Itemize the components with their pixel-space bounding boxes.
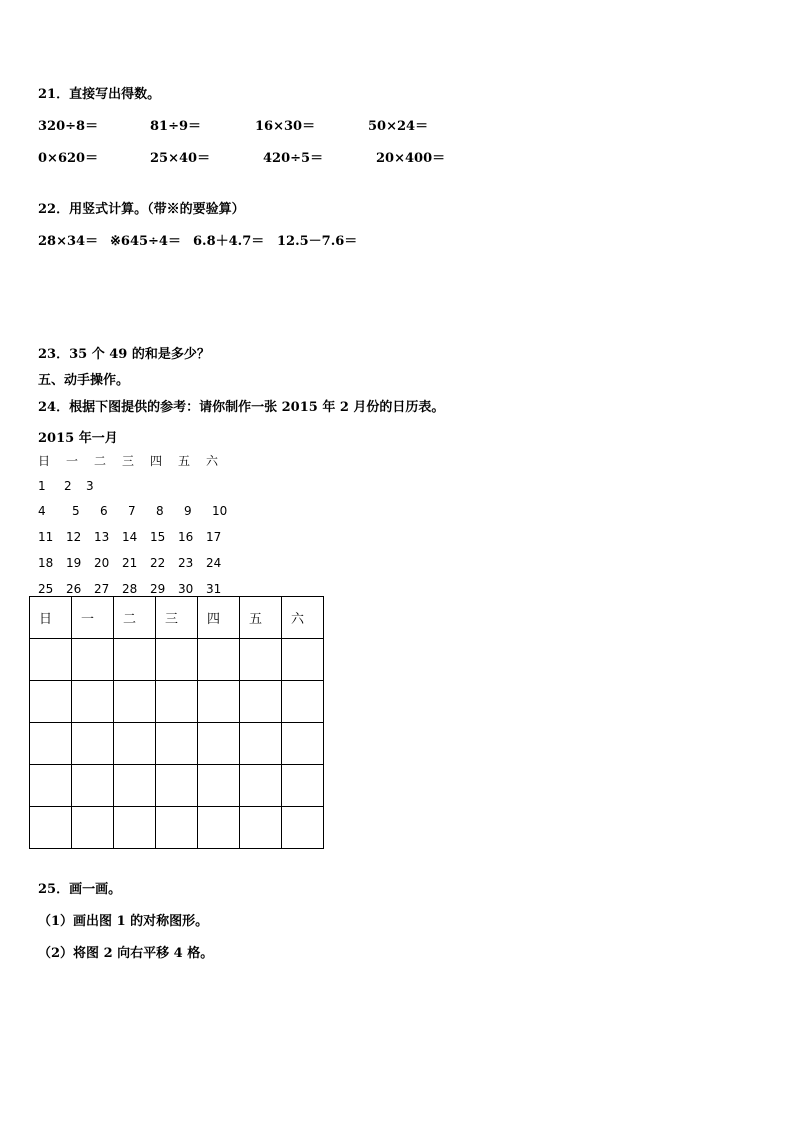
q22-expr-4: 12.5－7.6＝ — [277, 234, 358, 249]
blank-calendar-row — [30, 723, 324, 765]
reference-day: 28 — [122, 582, 138, 596]
reference-day: 14 — [122, 530, 138, 544]
blank-calendar-cell — [240, 681, 282, 723]
blank-calendar-cell — [114, 681, 156, 723]
reference-day: 23 — [178, 556, 194, 570]
reference-day: 3 — [86, 479, 94, 493]
reference-weekday: 一 — [66, 454, 79, 468]
reference-day: 31 — [206, 582, 222, 596]
blank-calendar-header-cell — [282, 597, 324, 639]
blank-calendar-header-cell — [198, 597, 240, 639]
q21-expr-5: 0×620＝ — [38, 151, 99, 166]
reference-day: 5 — [72, 504, 80, 518]
reference-weekday: 四 — [150, 454, 163, 468]
blank-calendar-header-cell — [30, 597, 72, 639]
reference-day: 7 — [128, 504, 136, 518]
blank-calendar-row — [30, 639, 324, 681]
blank-calendar-header-label: 三 — [165, 612, 179, 627]
reference-weekday: 五 — [178, 454, 191, 468]
q21-expr-2: 81÷9＝ — [150, 119, 202, 134]
reference-day: 20 — [94, 556, 110, 570]
blank-calendar-header-label: 二 — [123, 612, 137, 627]
blank-calendar-cell — [198, 681, 240, 723]
blank-calendar-cell — [30, 765, 72, 807]
blank-calendar-cell — [114, 639, 156, 681]
blank-calendar-cell — [114, 807, 156, 849]
blank-calendar-cell — [156, 807, 198, 849]
reference-weekday: 日 — [38, 454, 51, 468]
reference-day: 10 — [212, 504, 228, 518]
reference-day: 19 — [66, 556, 82, 570]
reference-day: 11 — [38, 530, 54, 544]
blank-calendar-cell — [240, 765, 282, 807]
blank-calendar-cell — [240, 807, 282, 849]
blank-calendar-header-label: 六 — [291, 612, 305, 627]
q21-expr-3: 16×30＝ — [255, 119, 316, 134]
reference-day: 6 — [100, 504, 108, 518]
reference-day: 16 — [178, 530, 194, 544]
reference-day: 29 — [150, 582, 166, 596]
blank-calendar-header-label: 一 — [81, 612, 95, 627]
reference-day: 26 — [66, 582, 82, 596]
blank-calendar-cell — [282, 639, 324, 681]
reference-day: 12 — [66, 530, 82, 544]
reference-day: 17 — [206, 530, 222, 544]
blank-calendar-row — [30, 765, 324, 807]
blank-calendar-cell — [198, 723, 240, 765]
blank-calendar-cell — [282, 807, 324, 849]
blank-calendar-cell — [156, 765, 198, 807]
reference-weekday: 二 — [94, 454, 107, 468]
q25-item-1: （1）画出图 1 的对称图形。 — [38, 914, 209, 929]
reference-weekday: 六 — [206, 454, 219, 468]
reference-day: 27 — [94, 582, 110, 596]
q21-expr-7: 420÷5＝ — [263, 151, 324, 166]
q22-title: 22．用竖式计算。（带※的要验算） — [38, 202, 245, 217]
blank-calendar-cell — [156, 681, 198, 723]
q22-expr-1: 28×34＝ — [38, 234, 99, 249]
reference-day: 1 — [38, 479, 46, 493]
blank-calendar-header-label: 日 — [39, 612, 53, 627]
q24-title: 24．根据下图提供的参考：请你制作一张 2015 年 2 月份的日历表。 — [38, 400, 445, 415]
q21-expr-1: 320÷8＝ — [38, 119, 99, 134]
blank-calendar-cell — [198, 765, 240, 807]
blank-calendar-header-cell — [156, 597, 198, 639]
blank-calendar-cell — [72, 639, 114, 681]
reference-day: 24 — [206, 556, 222, 570]
reference-day: 8 — [156, 504, 164, 518]
blank-calendar-cell — [72, 765, 114, 807]
blank-calendar-cell — [156, 639, 198, 681]
reference-day: 25 — [38, 582, 54, 596]
reference-day: 22 — [150, 556, 166, 570]
blank-calendar-cell — [72, 807, 114, 849]
blank-calendar-cell — [282, 765, 324, 807]
q25-title: 25．画一画。 — [38, 882, 122, 897]
blank-calendar-header-row — [30, 597, 324, 639]
q21-expr-8: 20×400＝ — [376, 151, 446, 166]
q21-expr-6: 25×40＝ — [150, 151, 211, 166]
blank-calendar-cell — [30, 681, 72, 723]
reference-day: 9 — [184, 504, 192, 518]
blank-calendar-cell — [114, 723, 156, 765]
blank-calendar-cell — [198, 639, 240, 681]
reference-day: 21 — [122, 556, 138, 570]
blank-calendar-table — [29, 596, 324, 849]
reference-day: 15 — [150, 530, 166, 544]
blank-calendar-header-cell — [72, 597, 114, 639]
q25-item-2: （2）将图 2 向右平移 4 格。 — [38, 946, 214, 961]
blank-calendar-cell — [72, 681, 114, 723]
q23-title: 23．35 个 49 的和是多少？ — [38, 347, 210, 362]
q22-expr-2: ※645÷4＝ — [110, 234, 181, 249]
q21-expr-4: 50×24＝ — [368, 119, 429, 134]
blank-calendar-cell — [240, 639, 282, 681]
blank-calendar-cell — [114, 765, 156, 807]
blank-calendar-cell — [240, 723, 282, 765]
reference-weekday: 三 — [122, 454, 135, 468]
blank-calendar-cell — [198, 807, 240, 849]
blank-calendar-header-label: 五 — [249, 612, 263, 627]
blank-calendar-row — [30, 681, 324, 723]
reference-day: 30 — [178, 582, 194, 596]
blank-calendar-cell — [30, 723, 72, 765]
q22-expr-3: 6.8＋4.7＝ — [193, 234, 265, 249]
reference-day: 4 — [38, 504, 46, 518]
blank-calendar-header-label: 四 — [207, 612, 221, 627]
reference-calendar-title: 2015 年一月 — [38, 431, 118, 446]
blank-calendar-header-cell — [114, 597, 156, 639]
blank-calendar-cell — [156, 723, 198, 765]
blank-calendar-header-cell — [240, 597, 282, 639]
blank-calendar-cell — [30, 639, 72, 681]
q21-title: 21．直接写出得数。 — [38, 87, 161, 102]
blank-calendar-cell — [30, 807, 72, 849]
reference-day: 18 — [38, 556, 54, 570]
blank-calendar-cell — [282, 681, 324, 723]
blank-calendar-row — [30, 807, 324, 849]
blank-calendar-cell — [282, 723, 324, 765]
blank-calendar-cell — [72, 723, 114, 765]
reference-day: 13 — [94, 530, 110, 544]
section5-title: 五、动手操作。 — [38, 373, 130, 388]
reference-day: 2 — [64, 479, 72, 493]
